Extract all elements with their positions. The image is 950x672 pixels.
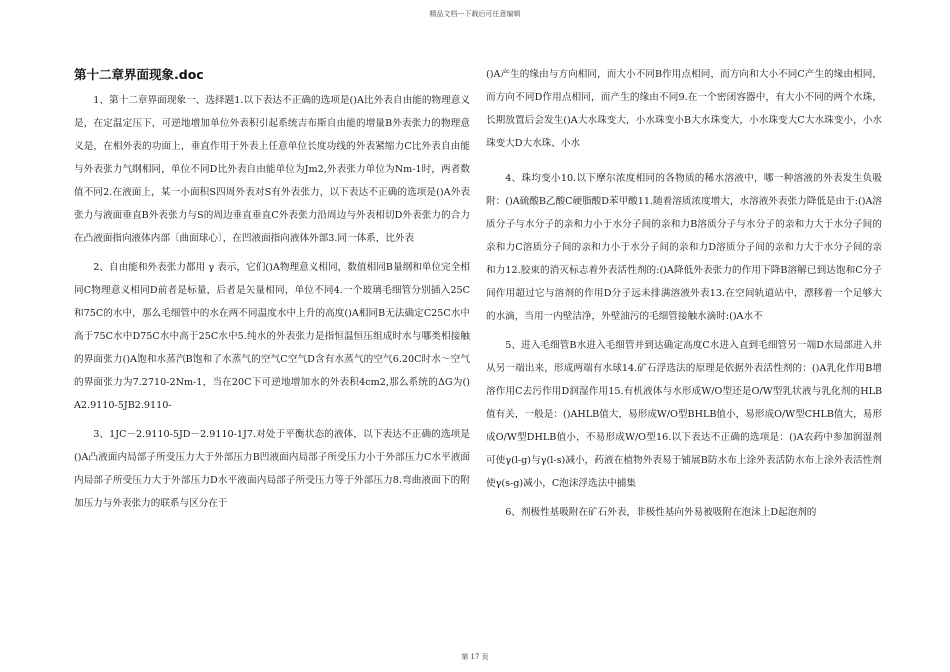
paragraph: 4、珠均变小10.以下摩尔浓度相同的各物质的稀水溶液中，哪一种溶液的外表发生负吸附：()A硫酸B乙酸C硬脂酸D苯甲酸11.随着溶质浓度增大，水溶液外表张力降低是由于:()A溶质分子与水分子的亲和力小于水分子间的亲和力B溶质分子与水分子的亲和力大于水分子间的亲和力C溶质分子间的亲和力小于水分子间的亲和力D溶质分子间的亲和力大于水分子间的亲和力12.胶束的消灭标志着外表活性剂的:()A降低外表张力的作用下降B溶解已到达饱和C分子间作用超过它与溶剂的作用D分子远未排满溶液外表13.在空间轨道站中，漂移着一个足够大的水滴，当用一内壁洁净，外壁油污的毛细管接触水滴时:()A水不 bbox=[486, 173, 882, 322]
paragraph: 5、进入毛细管B水进入毛细管并到达确定高度C水进入直到毛细管另一端D水局部进入并从另一端出来，形成两端有水球14.矿石浮选法的原理是依据外表活性剂的：()A乳化作用B增溶作用C去污作用D润湿作用15.有机液体与水形成W/O型还是O/W型乳状液与乳化剂的HLB值有关，一般是：()AHLB值大，易形成W/O型BHLB值小，易形成O/W型CHLB值大，易形成O/W型DHLB值小，不易形成W/O型16.以下表达不正确的选项是：()A农药中参加润湿剂可使γ(l-g)与γ(l-s)减小，药液在植物外表易于铺展B防水布上涂外表活防水布上涂外表活性剂使γ(s-g)减小，C泡沫浮选法中捕集 bbox=[486, 340, 882, 489]
page-header: 精品文档---下载后可任意编辑 bbox=[429, 10, 521, 18]
left-column bbox=[74, 63, 470, 521]
page-number: 第 17 页 bbox=[461, 653, 489, 661]
paragraph: ()A产生的缘由与方向相同，而大小不同B作用点相同，而方向和大小不同C产生的缘由相同，而方向不同D作用点相同，而产生的缘由不同9.在一个密闭容器中，有大小不同的两个水珠，长期放置后会发生()A大水珠变大，小水珠变小B大水珠变大，小水珠变大C大水珠变小，小水珠变大D大水珠、小水 bbox=[486, 69, 882, 149]
document-title: 第十二章界面现象.doc bbox=[74, 67, 204, 82]
paragraph: 6、剂极性基吸附在矿石外表，非极性基向外易被吸附在泡沫上D起泡剂的 bbox=[505, 507, 817, 518]
paragraph: 1、第十二章界面现象一、选择题1.以下表达不正确的选项是()A比外表自由能的物理意义是，在定温定压下，可逆地增加单位外表积引起系统吉布斯自由能的增量B外表张力的物理意义是，在相外表的功面上，垂直作用于外表上任意单位长度功线的外表紧缩力C比外表自由能与外表张力气纲相同，单位不同D比外表自由能单位为Jm2,外表张力单位为Nm-1时，两者数值不同2.在液面上，某一小面积S四周外表对S有外表张力，以下表达不正确的选项是()A外表张力与液面垂直B外表张力与S的周边垂直垂直C外表张力沿周边与外表相切D外表张力的合力在凸液面指向液体内部〔曲面球心〕，在凹液面指向液体外部3.同一体系，比外表 bbox=[74, 95, 470, 244]
right-column bbox=[486, 63, 882, 530]
paragraph: 3、1JC－2.9110-5JD－2.9110-1J7.对处于平衡状态的液体，以下表达不正确的选项是()A凸液面内局部子所受压力大于外部压力B凹液面内局部子所受压力小于外部压力C水平液面内局部子所受压力大于外部压力D水平液面内局部子所受压力等于外部压力8.弯曲液面下的附加压力与外表张力的联系与区分在于 bbox=[74, 429, 470, 509]
paragraph: 2、自由能和外表张力都用 γ 表示，它们()A物理意义相同，数值相同B量纲和单位完全相同C物理意义相同D前者是标量，后者是矢量相同，单位不同4.一个玻璃毛细管分别插入25C和75C的水中，那么毛细管中的水在两不同温度水中上升的高度()A相同B无法确定C25C水中高于75C水中D75C水中高于25C水中5.纯水的外表张力是指恒温恒压组成时水与哪类相接触的界面张力()A饱和水蒸汽B饱和了水蒸气的空气C空气D含有水蒸气的空气6.20C时水～空气的界面张力为7.2710-2Nm-1，当在20C下可逆地增加水的外表积4cm2,那么系统的ΔG为()A2.9110-5JB2.9110- bbox=[74, 262, 470, 411]
